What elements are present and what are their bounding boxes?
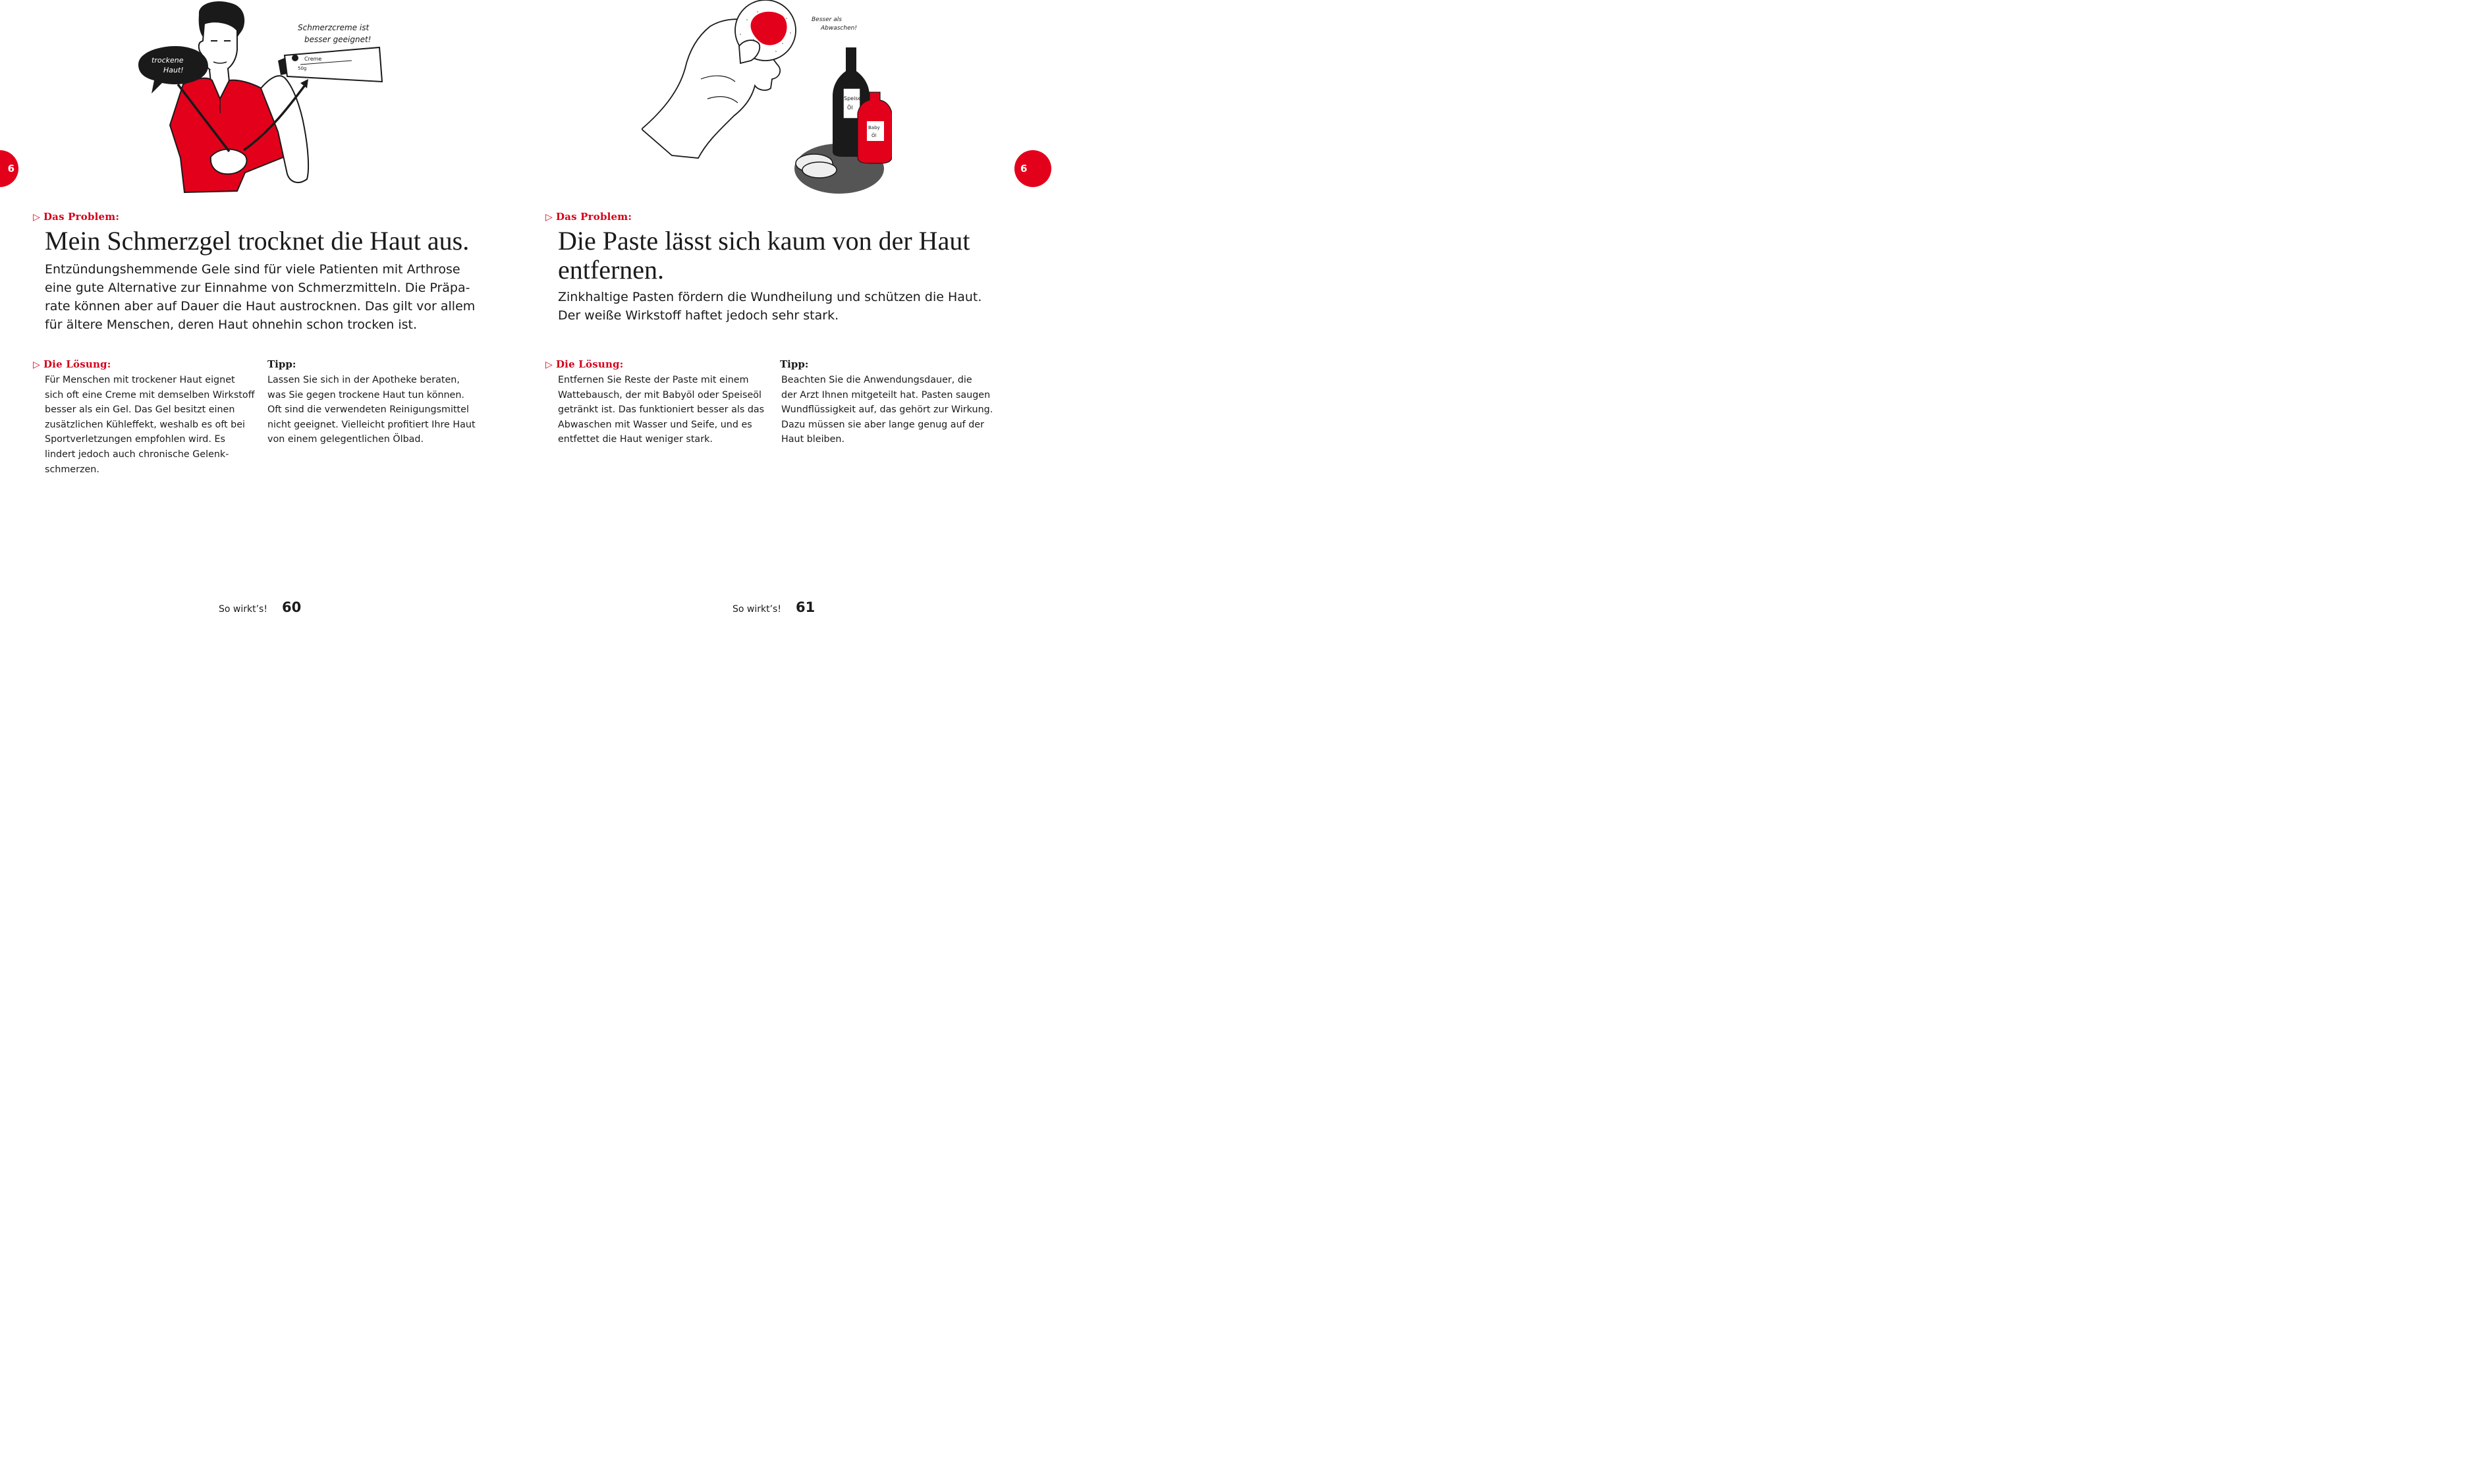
footer-text: So wirkt’s! bbox=[219, 604, 267, 615]
tip-label: Tipp: bbox=[267, 358, 296, 370]
triangle-icon: ▷ bbox=[545, 212, 553, 223]
tube-size: 50g bbox=[298, 66, 307, 71]
headline: Die Paste lässt sich kaum von der Haut entfernen. bbox=[558, 226, 970, 285]
triangle-icon: ▷ bbox=[545, 360, 553, 370]
problem-label: ▷ Das Problem: bbox=[33, 211, 120, 223]
headline: Mein Schmerzgel trocknet die Haut aus. bbox=[45, 226, 470, 256]
bubble-text-line2: Haut! bbox=[163, 66, 184, 74]
right-page bbox=[516, 0, 1033, 616]
triangle-icon: ▷ bbox=[33, 360, 40, 370]
note-text-line2: Abwaschen! bbox=[821, 25, 857, 32]
bottle-label-line2: Öl bbox=[847, 105, 853, 111]
baby-label-line1: Baby bbox=[868, 125, 880, 130]
chapter-number: 6 bbox=[1020, 163, 1028, 175]
footer-text: So wirkt’s! bbox=[733, 604, 781, 615]
chapter-number: 6 bbox=[7, 163, 14, 175]
solution-text: Entfernen Sie Reste der Paste mit einem Wattebausch, der mit Babyöl oder Speiseöl getränkt ist. Das funktioniert besser als das Abwaschen mit Wasser und Seife, und es entfettet die Haut weniger stark. bbox=[558, 375, 765, 445]
left-page bbox=[0, 0, 516, 616]
solution-label: ▷ Die Lösung: bbox=[545, 358, 624, 370]
tip-label: Tipp: bbox=[780, 358, 809, 370]
illustration-man-with-cream bbox=[132, 0, 395, 198]
triangle-icon: ▷ bbox=[33, 212, 40, 223]
tube-label: Creme bbox=[304, 56, 322, 62]
illustration-hand-with-cotton-pad bbox=[642, 0, 892, 198]
problem-label: ▷ Das Problem: bbox=[545, 211, 632, 223]
page-number: 61 bbox=[795, 599, 816, 615]
bubble-text-line1: trockene bbox=[152, 56, 184, 65]
baby-label-line2: Öl bbox=[871, 133, 877, 138]
tip-text: Beachten Sie die Anwendungsdauer, die der Arzt Ihnen mitgeteilt hat. Pasten saugen Wundflüssigkeit auf, das gehört zur Wirkung. Dazu müssen sie aber lange genug auf der Haut bleiben. bbox=[781, 375, 993, 445]
page-footer bbox=[219, 599, 301, 615]
note-text-line1: Besser als bbox=[812, 16, 842, 23]
note-text-line2: besser geeignet! bbox=[304, 35, 372, 44]
note-text-line1: Schmerzcreme ist bbox=[298, 23, 370, 32]
chapter-tab-right bbox=[1014, 150, 1051, 187]
chapter-tab-left bbox=[0, 150, 18, 187]
solution-label: ▷ Die Lösung: bbox=[33, 358, 111, 370]
page-number: 60 bbox=[281, 599, 302, 615]
intro-text: Entzündungshemmende Gele sind für viele Patienten mit Arthrose eine gute Alternative zur Einnahme von Schmerzmitteln. Die Präpa- rate können aber auf Dauer die Haut austrocknen. Das gilt vor allem für ältere Menschen, deren Haut ohnehin schon trocken ist. bbox=[45, 262, 476, 332]
bottle-label-line1: Speise bbox=[844, 96, 862, 101]
tip-text: Lassen Sie sich in der Apotheke beraten, was Sie gegen trockene Haut tun können. Oft sind die verwendeten Reinigungsmittel nicht geeignet. Vielleicht profitiert Ihre Haut von einem gelegentlichen Ölbad. bbox=[267, 375, 476, 445]
page-footer bbox=[733, 599, 815, 615]
intro-text: Zinkhaltige Pasten fördern die Wundheilung und schützen die Haut. Der weiße Wirkstoff haftet jedoch sehr stark. bbox=[558, 290, 982, 323]
solution-text: Für Menschen mit trockener Haut eignet sich oft eine Creme mit demselben Wirkstoff besser als ein Gel. Das Gel besitzt einen zusätzlichen Kühleffekt, weshalb es oft bei Sportverletzungen empfohlen wird. Es lindert jedoch auch chronische Gelenk- schmerzen. bbox=[45, 375, 255, 475]
